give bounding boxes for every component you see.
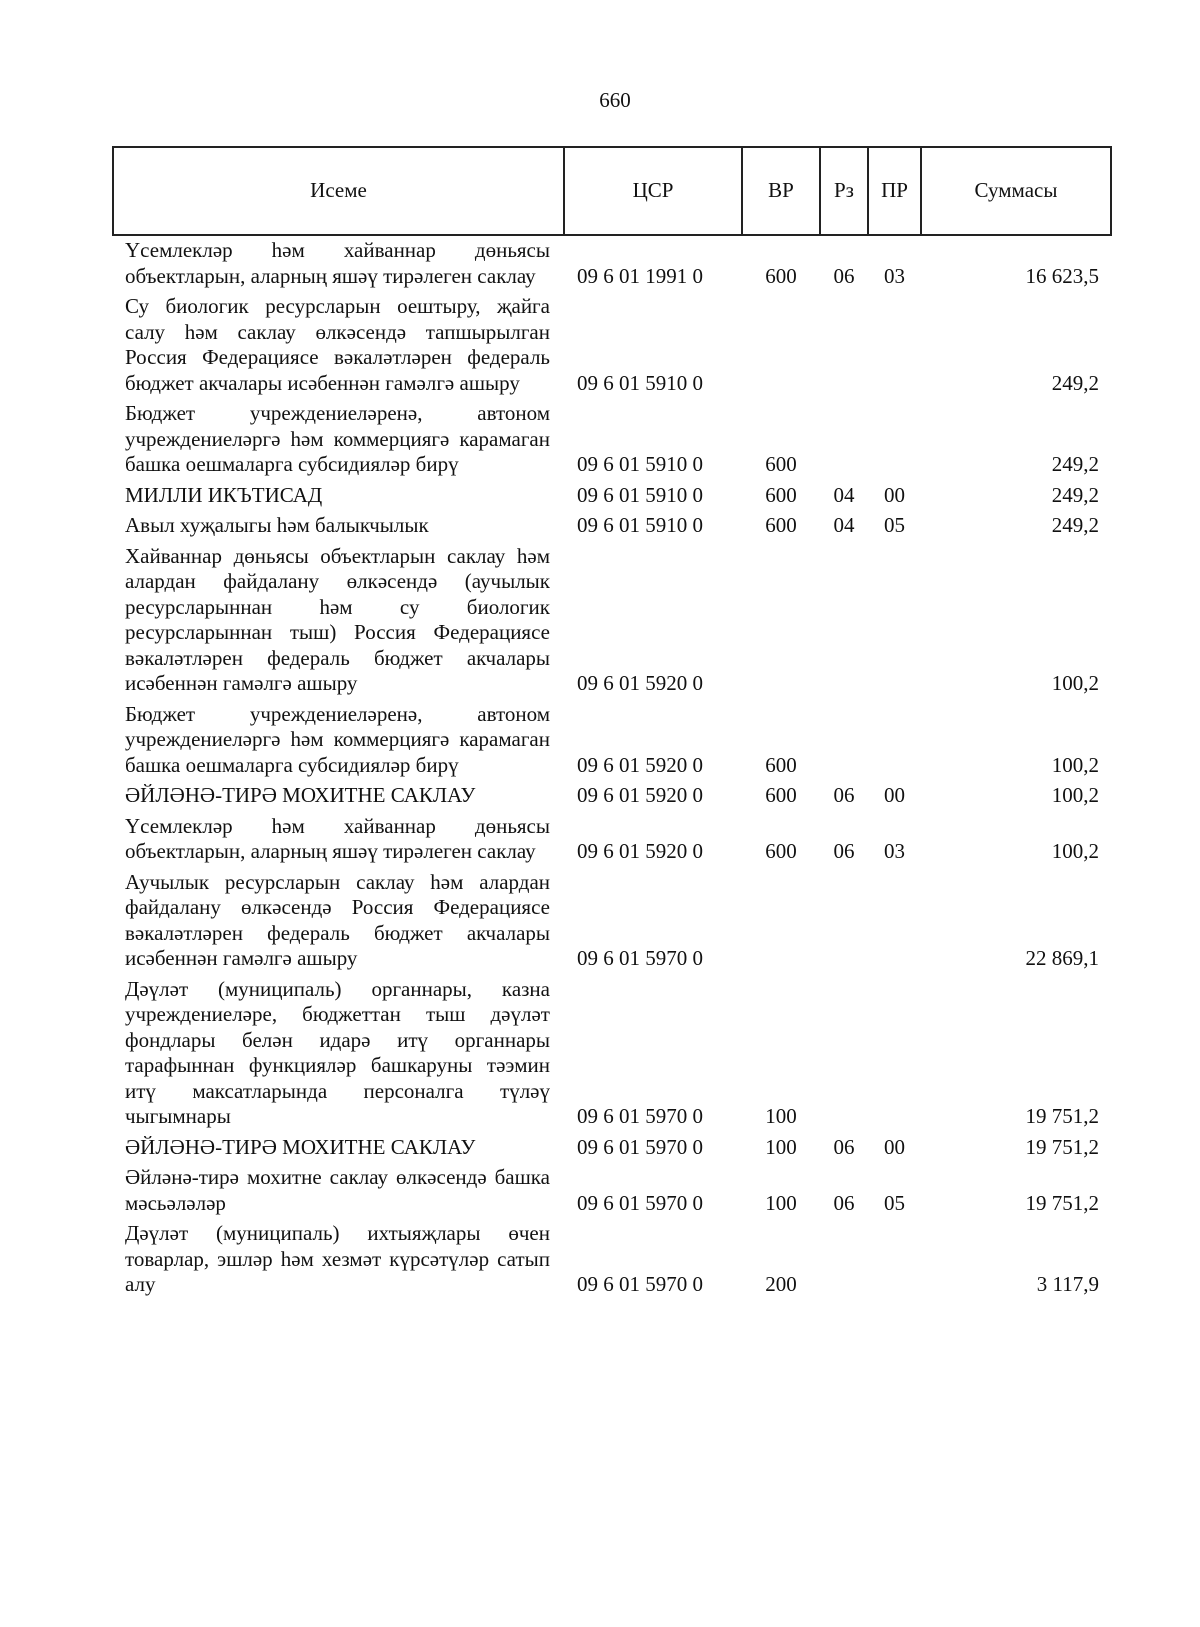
table-row bbox=[113, 292, 1111, 399]
row-name: Үсемлекләр һәм хайваннар дөньясы объектларын, аларның яшәү тирәлеген саклау bbox=[125, 813, 550, 863]
row-vr: 100 bbox=[765, 1134, 797, 1159]
table-row bbox=[113, 542, 1111, 700]
row-rz bbox=[820, 1219, 868, 1301]
row-rz bbox=[820, 292, 868, 399]
row-pr: 03 bbox=[884, 263, 905, 288]
page-number: 660 bbox=[599, 88, 631, 112]
row-rz: 06 bbox=[833, 263, 855, 288]
row-pr bbox=[868, 700, 921, 782]
header-name: Исеме bbox=[113, 147, 564, 235]
row-csr: 09 6 01 1991 0 bbox=[577, 263, 703, 288]
row-csr: 09 6 01 5920 0 bbox=[577, 752, 703, 777]
header-vr: ВР bbox=[742, 147, 820, 235]
row-csr: 09 6 01 5920 0 bbox=[577, 839, 703, 863]
row-vr: 100 bbox=[765, 1190, 797, 1215]
header-rz: Рз bbox=[820, 147, 868, 235]
row-vr: 600 bbox=[765, 263, 797, 288]
table-row bbox=[113, 511, 1111, 542]
row-rz bbox=[820, 868, 868, 975]
row-rz: 06 bbox=[833, 839, 855, 863]
row-name: ӘЙЛӘНӘ-ТИРӘ МОХИТНЕ САКЛАУ bbox=[125, 1134, 476, 1159]
table-row bbox=[113, 975, 1111, 1133]
table-row bbox=[113, 235, 1111, 292]
table-row bbox=[113, 781, 1111, 812]
row-sum: 19 751,2 bbox=[1025, 1134, 1099, 1159]
row-sum: 3 117,9 bbox=[1036, 1272, 1099, 1296]
row-pr bbox=[868, 292, 921, 399]
row-name: Бюджет учреждениеләренә, автоном учреждениеләргә һәм коммерциягә карамаган башка оешмаларга субсидияләр бирү bbox=[125, 401, 550, 476]
row-sum: 16 623,5 bbox=[1025, 263, 1099, 288]
row-pr: 00 bbox=[884, 482, 905, 507]
row-pr: 03 bbox=[884, 839, 905, 863]
row-csr: 09 6 01 5970 0 bbox=[577, 1104, 703, 1128]
row-pr: 00 bbox=[884, 783, 905, 807]
table-row bbox=[113, 700, 1111, 782]
table-row bbox=[113, 868, 1111, 975]
row-rz: 06 bbox=[833, 783, 855, 807]
row-vr bbox=[742, 868, 820, 975]
row-name: ӘЙЛӘНӘ-ТИРӘ МОХИТНЕ САКЛАУ bbox=[125, 783, 476, 807]
row-name: Үсемлекләр һәм хайваннар дөньясы объектларын, аларның яшәү тирәлеген саклау bbox=[125, 238, 550, 288]
row-pr: 05 bbox=[884, 513, 905, 537]
table-row bbox=[113, 399, 1111, 481]
row-vr: 100 bbox=[765, 1104, 797, 1128]
row-sum: 19 751,2 bbox=[1025, 1104, 1099, 1128]
row-name: Дәүләт (муниципаль) органнары, казна учреждениеләре, бюджеттан тыш дәүләт фондлары белән идарә итү органнары тарафыннан функцияләр башкаруны тәэмин итү максатларында персоналга түләү чыгымнары bbox=[125, 976, 550, 1128]
row-sum: 249,2 bbox=[1051, 370, 1099, 395]
row-vr: 600 bbox=[765, 482, 797, 507]
row-vr: 600 bbox=[765, 839, 797, 863]
row-csr: 09 6 01 5910 0 bbox=[577, 482, 703, 507]
row-rz: 04 bbox=[833, 513, 855, 537]
row-sum: 19 751,2 bbox=[1025, 1190, 1099, 1215]
row-sum: 22 869,1 bbox=[1025, 946, 1099, 970]
row-pr bbox=[868, 542, 921, 700]
row-rz bbox=[820, 700, 868, 782]
row-rz bbox=[820, 399, 868, 481]
row-name: Аучылык ресурсларын саклау һәм алардан файдалану өлкәсендә Россия Федерациясе вәкаләтләрен федераль бюджет акчалары исәбеннән гамәлгә ашыру bbox=[125, 869, 550, 970]
row-name: Су биологик ресурсларын оештыру, җайга салу һәм саклау өлкәсендә тапшырылган Россия Федерациясе вәкаләтләрен федераль бюджет акчалары исәбеннән гамәлгә ашыру bbox=[125, 294, 550, 395]
row-csr: 09 6 01 5970 0 bbox=[577, 1272, 703, 1296]
row-vr: 600 bbox=[765, 752, 797, 777]
row-pr: 00 bbox=[884, 1134, 905, 1159]
row-csr: 09 6 01 5920 0 bbox=[577, 671, 703, 695]
row-rz: 06 bbox=[833, 1134, 855, 1159]
header-sum: Суммасы bbox=[921, 147, 1111, 235]
row-csr: 09 6 01 5970 0 bbox=[577, 1190, 703, 1215]
table-header bbox=[113, 147, 1111, 235]
budget-table bbox=[112, 146, 1112, 1301]
row-sum: 100,2 bbox=[1051, 752, 1099, 777]
row-vr bbox=[742, 292, 820, 399]
row-vr: 600 bbox=[765, 513, 797, 537]
header-pr: ПР bbox=[868, 147, 921, 235]
row-csr: 09 6 01 5970 0 bbox=[577, 946, 703, 970]
row-name: Хайваннар дөньясы объектларын саклау һәм алардан файдалану өлкәсендә (аучылык ресурсларыннан һәм су биологик ресурсларыннан тыш) Россия Федерациясе вәкаләтләрен федераль бюджет акчалары исәбеннән гамәлгә ашыру bbox=[125, 543, 550, 695]
row-pr bbox=[868, 399, 921, 481]
table-row bbox=[113, 481, 1111, 512]
row-sum: 249,2 bbox=[1051, 513, 1099, 537]
row-sum: 100,2 bbox=[1051, 839, 1099, 863]
row-csr: 09 6 01 5920 0 bbox=[577, 783, 703, 807]
header-csr: ЦСР bbox=[564, 147, 742, 235]
row-rz bbox=[820, 975, 868, 1133]
row-pr bbox=[868, 1219, 921, 1301]
row-vr bbox=[742, 542, 820, 700]
row-sum: 100,2 bbox=[1051, 671, 1099, 695]
table-row bbox=[113, 812, 1111, 868]
row-csr: 09 6 01 5910 0 bbox=[577, 370, 703, 395]
row-csr: 09 6 01 5910 0 bbox=[577, 513, 703, 537]
table-row bbox=[113, 1133, 1111, 1164]
row-vr: 600 bbox=[765, 452, 797, 476]
row-name: Авыл хуҗалыгы һәм балыкчылык bbox=[125, 513, 429, 537]
row-name: Дәүләт (муниципаль) ихтыяҗлары өчен товарлар, эшләр һәм хезмәт күрсәтүләр сатып алу bbox=[125, 1221, 550, 1296]
row-rz: 06 bbox=[833, 1190, 855, 1215]
row-vr: 600 bbox=[765, 783, 797, 807]
table-row bbox=[113, 1163, 1111, 1219]
row-vr: 200 bbox=[765, 1272, 797, 1296]
row-pr: 05 bbox=[884, 1190, 905, 1215]
table-body bbox=[113, 235, 1111, 1301]
table-row bbox=[113, 1219, 1111, 1301]
row-rz: 04 bbox=[833, 482, 855, 507]
row-name: МИЛЛИ ИКЪТИСАД bbox=[125, 482, 323, 507]
row-sum: 249,2 bbox=[1051, 452, 1099, 476]
row-csr: 09 6 01 5970 0 bbox=[577, 1134, 703, 1159]
row-sum: 100,2 bbox=[1051, 783, 1099, 807]
row-name: Әйләнә-тирә мохитне саклау өлкәсендә башка мәсьәләләр bbox=[125, 1165, 550, 1215]
row-sum: 249,2 bbox=[1051, 482, 1099, 507]
row-pr bbox=[868, 868, 921, 975]
row-pr bbox=[868, 975, 921, 1133]
row-csr: 09 6 01 5910 0 bbox=[577, 452, 703, 476]
row-name: Бюджет учреждениеләренә, автоном учреждениеләргә һәм коммерциягә карамаган башка оешмаларга субсидияләр бирү bbox=[125, 701, 550, 777]
row-rz bbox=[820, 542, 868, 700]
